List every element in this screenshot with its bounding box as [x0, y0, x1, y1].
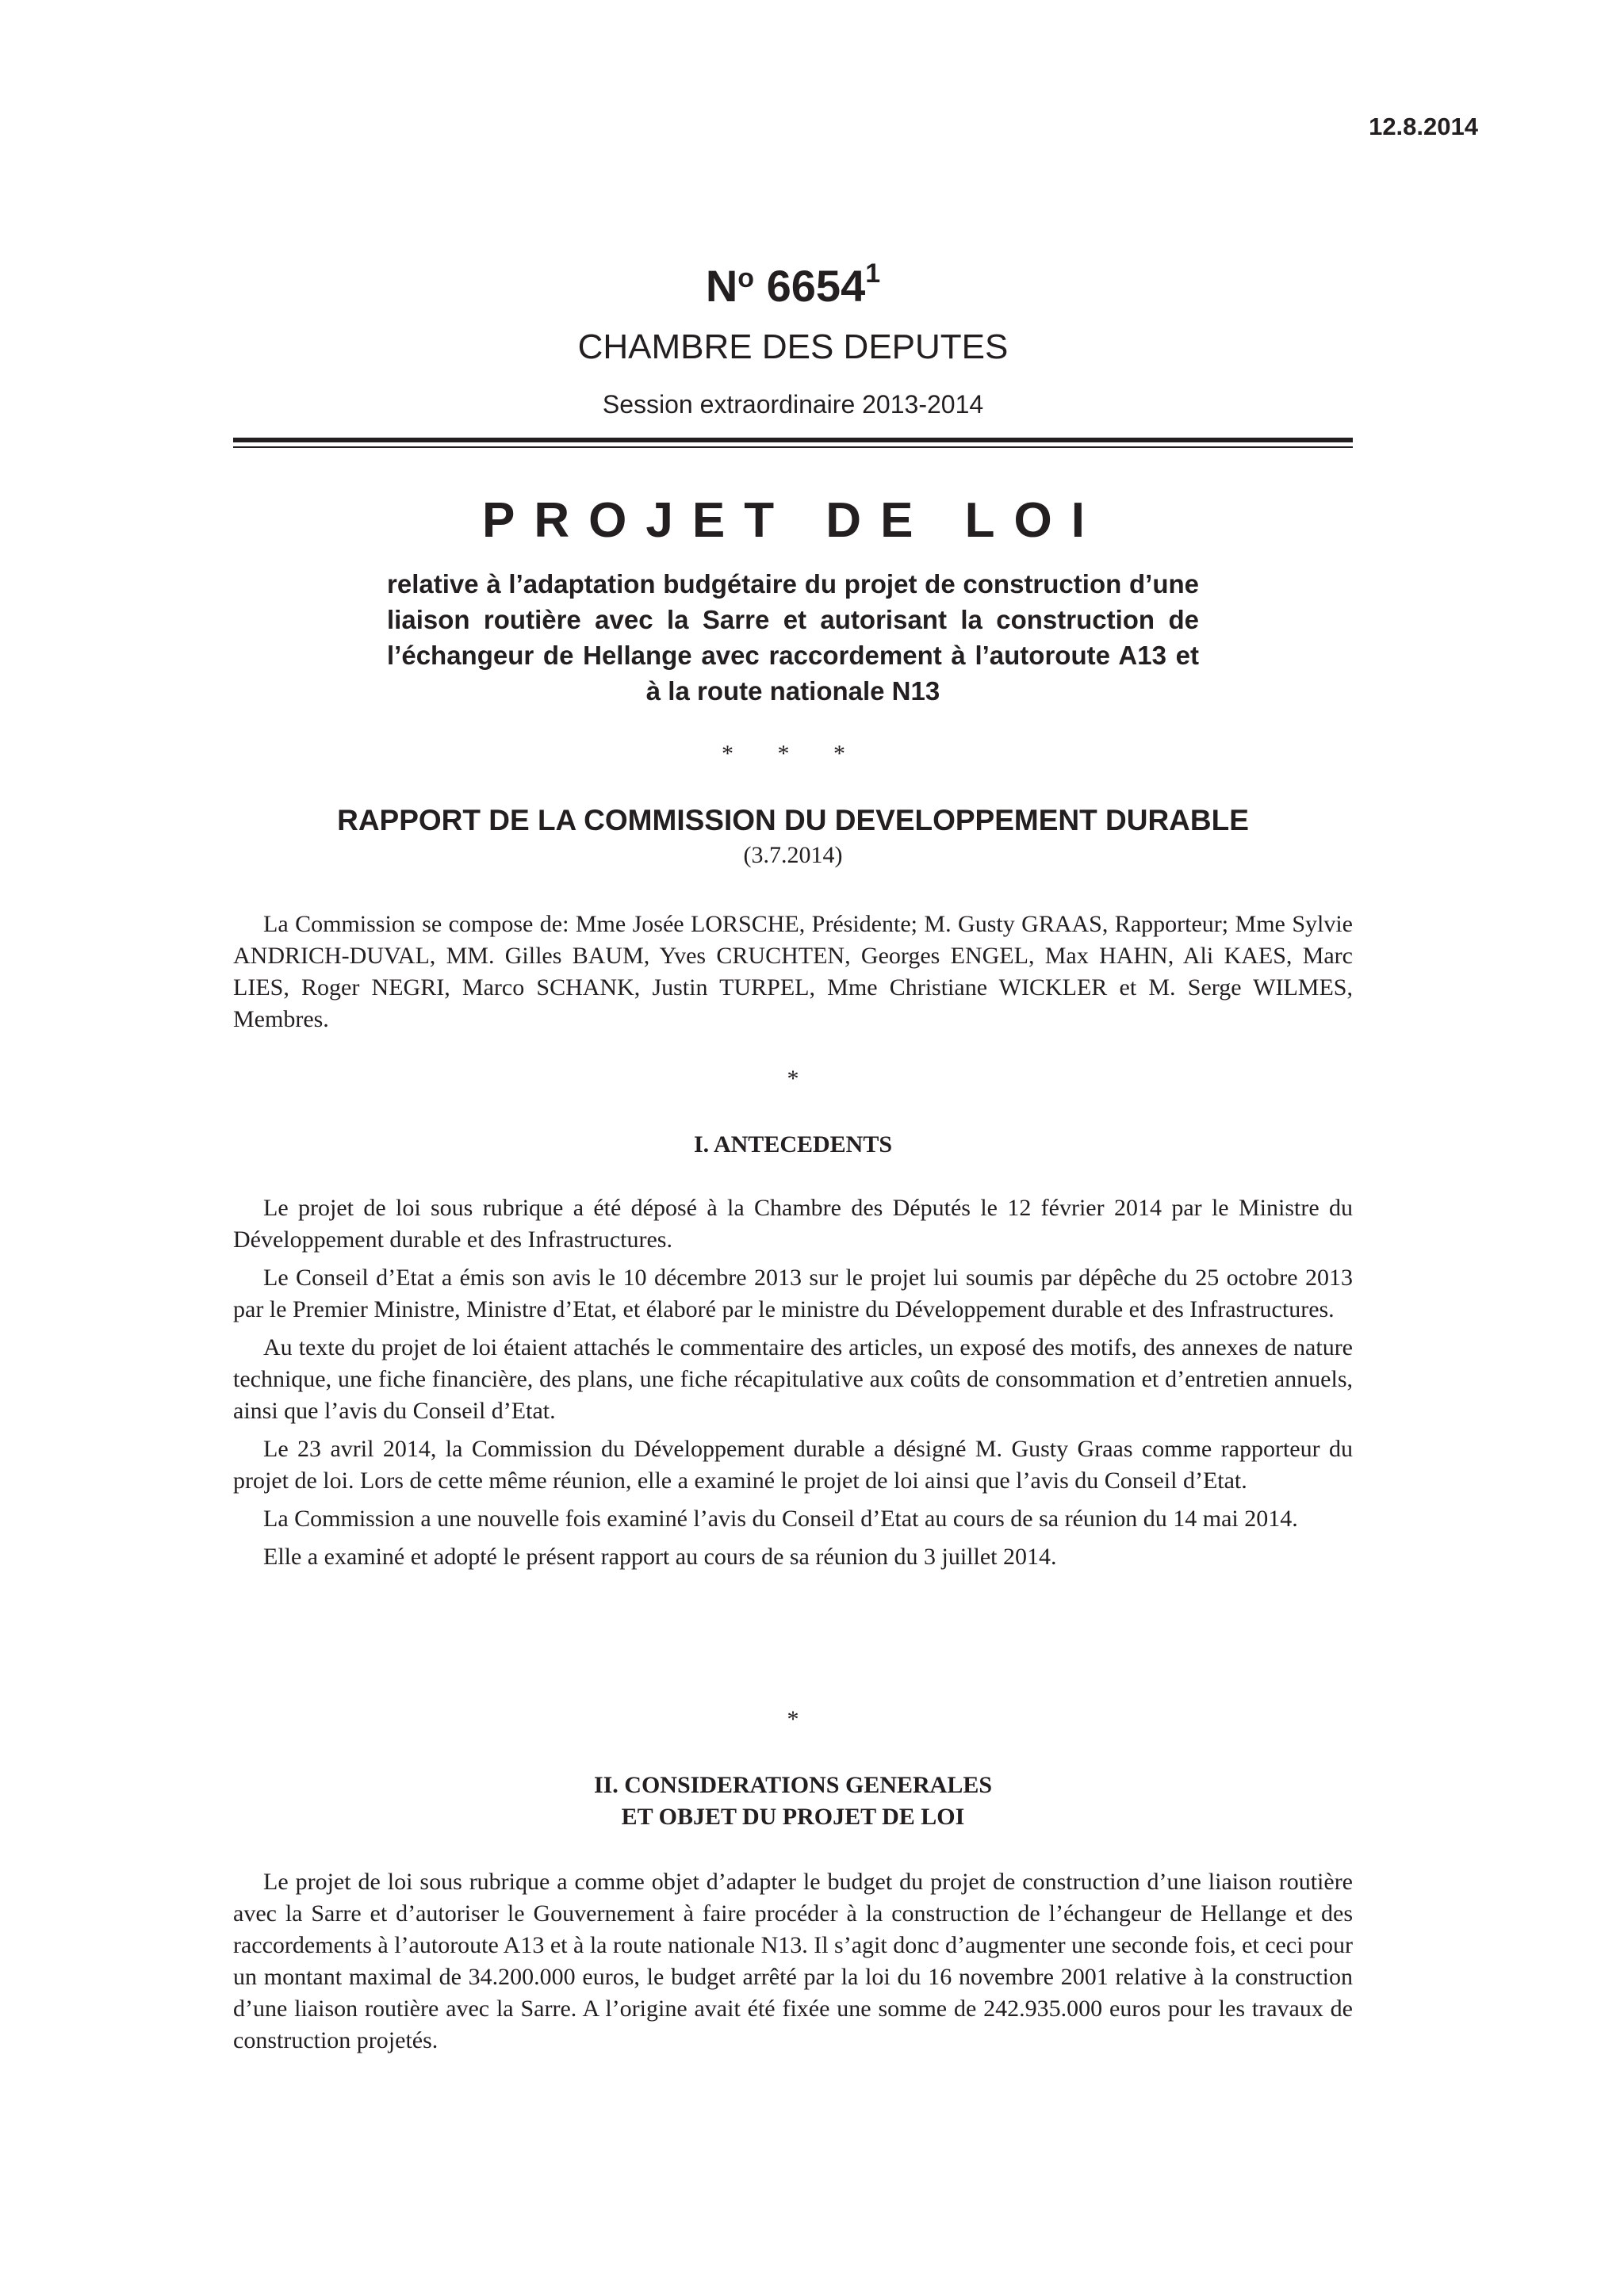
section-heading-antecedents: I. ANTECEDENTS	[693, 1131, 893, 1158]
body-paragraph: Le projet de loi sous rubrique a comme objet d’adapter le budget du projet de construction d’une liaison routière avec la Sarre et d’autoriser le Gouvernement à faire procéder à la construction de l’échangeur de Hellange et des raccordements à l’autoroute A13 et à la route nationale N13. Il s’agit donc d’augmenter une seconde fois, et ceci pour un montant maximal de 34.200.000 euros, le budget arrêté par la loi du 16 novembre 2001 relative à la construction d’une liaison routière avec la Sarre. A l’origine avait été fixée une somme de 242.935.000 euros pour les travaux de construction projetés.	[233, 1869, 1353, 2053]
doc-number-o: o	[737, 263, 755, 293]
body-paragraph: Le projet de loi sous rubrique a été déposé à la Chambre des Députés le 12 février 2014 par le Ministre du Développement durable et des Infrastructures.	[233, 1195, 1353, 1253]
document-number	[233, 258, 1353, 311]
page-title: PROJET DE LOI	[482, 493, 1104, 548]
body-paragraph: Le Conseil d’Etat a émis son avis le 10 décembre 2013 sur le projet lui soumis par dépêche du 25 octobre 2013 par le Premier Ministre, Ministre d’Etat, et élaboré par le ministre du Développement durable et des Infrastructures.	[233, 1265, 1353, 1322]
antecedents-body	[233, 1192, 1353, 1579]
title-rule-thin	[233, 446, 1353, 448]
separator-stars: * * *	[722, 740, 864, 767]
composition-paragraph: La Commission se compose de: Mme Josée LORSCHE, Présidente; M. Gusty GRAAS, Rapporteur; Mme Sylvie ANDRICH-DUVAL, MM. Gilles BAUM, Yves CRUCHTEN, Georges ENGEL, Max HAHN, Ali KAES, Marc LIES, Roger NEGRI, Marco SCHANK, Justin TURPEL, Mme Christiane WICKLER et M. Serge WILMES, Membres.	[233, 911, 1353, 1032]
section-heading-considerations	[233, 1770, 1353, 1833]
doc-number-prefix: N	[705, 261, 738, 311]
separator-star: *	[787, 1066, 799, 1092]
rapport-date: (3.7.2014)	[743, 842, 843, 868]
considerations-body	[233, 1866, 1353, 2063]
doc-number-value: 6654	[766, 261, 866, 311]
rapport-title: RAPPORT DE LA COMMISSION DU DEVELOPPEMENT DURABLE	[337, 804, 1249, 836]
doc-number-superscript: 1	[865, 258, 881, 289]
session-label: Session extraordinaire 2013-2014	[602, 390, 984, 419]
chamber-name: CHAMBRE DES DEPUTES	[577, 327, 1009, 366]
commission-composition	[233, 909, 1353, 1042]
document-date: 12.8.2014	[1369, 113, 1478, 140]
body-paragraph: Au texte du projet de loi étaient attachés le commentaire des articles, un exposé des motifs, des annexes de nature technique, une fiche financière, des plans, une fiche récapitulative aux coûts de consommation et d’entretien annuels, ainsi que l’avis du Conseil d’Etat.	[233, 1334, 1353, 1424]
body-paragraph: La Commission a une nouvelle fois examiné l’avis du Conseil d’Etat au cours de sa réunion du 14 mai 2014.	[263, 1506, 1298, 1532]
separator-star: *	[787, 1706, 799, 1732]
page-subtitle: relative à l’adaptation budgétaire du projet de construction d’une liaison routière avec la Sarre et autorisant la construction de l’échangeur de Hellange avec raccordement à l’autoroute A13 et à la route nationale N13	[387, 569, 1199, 706]
body-paragraph: Elle a examiné et adopté le présent rapport au cours de sa réunion du 3 juillet 2014.	[263, 1544, 1057, 1570]
heading-line: II. CONSIDERATIONS GENERALES	[593, 1772, 993, 1798]
title-rule-thick	[233, 438, 1353, 442]
heading-line: ET OBJET DU PROJET DE LOI	[621, 1804, 965, 1830]
body-paragraph: Le 23 avril 2014, la Commission du Développement durable a désigné M. Gusty Graas comme rapporteur du projet de loi. Lors de cette même réunion, elle a examiné le projet de loi ainsi que l’avis du Conseil d’Etat.	[233, 1436, 1353, 1494]
